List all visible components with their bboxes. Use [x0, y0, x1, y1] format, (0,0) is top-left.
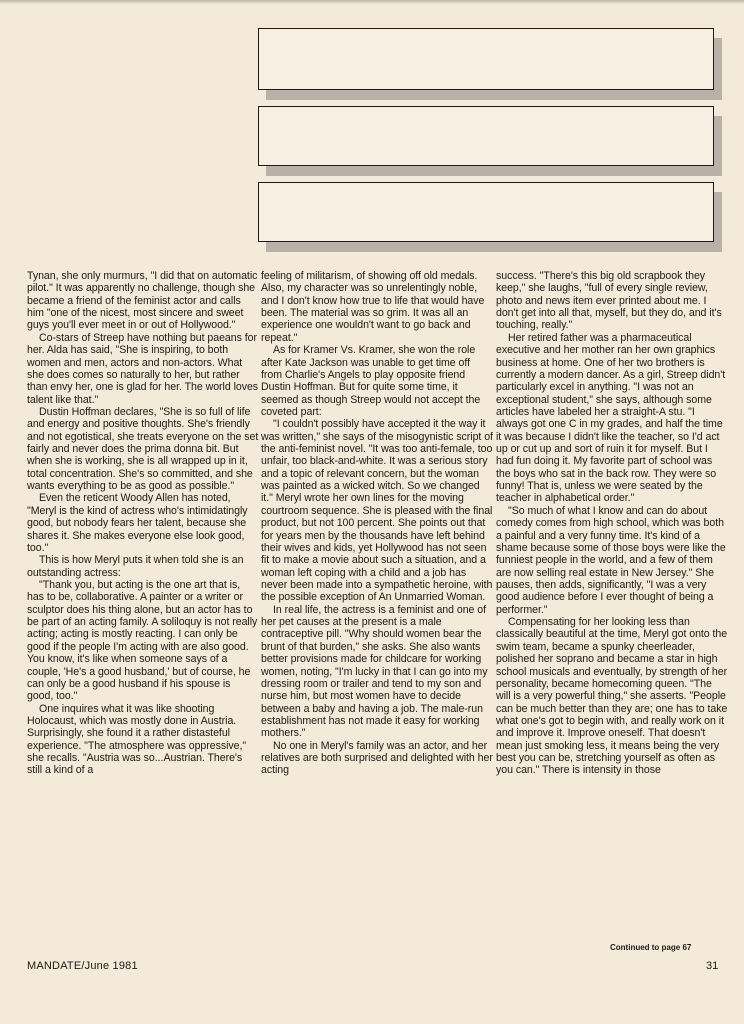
- paragraph: "I couldn't possibly have accepted it the way it was written," she says of the misogynistic script of the anti-feminist novel. "It was too anti-female, too unfair, too black-and-white. It was a serious story and a topic of relevant concern, but the woman was painted as a wicked witch. So we changed it." Meryl wrote her own lines for the moving courtroom sequence. She is pleased with the final product, but not 100 percent. She points out that for years men by the thousands have left behind their wives and kids, yet Hollywood has not seen fit to make a movie about such a situation, and a woman left coping with a child and a job has never been made into a sympathetic heroine, with the possible exception of An Unmarried Woman.: [261, 418, 493, 604]
- paragraph: As for Kramer Vs. Kramer, she won the role after Kate Jackson was unable to get time off from Charlie's Angels to play opposite friend Dustin Hoffman. But for quite some time, it seemed as though Streep would not accept the coveted part:: [261, 344, 481, 418]
- page-number: 31: [706, 960, 719, 972]
- article-column-2: [261, 270, 493, 777]
- paragraph: feeling of militarism, of showing off old medals. Also, my character was so unrelentingly noble, and I don't know how true to life that would have been. The material was so grim. It was all an experience one wouldn't want to go back and repeat.": [261, 270, 485, 344]
- paragraph: "So much of what I know and can do about comedy comes from high school, which was both a painful and a very funny time. It's kind of a shame because some of those boys were like the funniest people in the world, and a few of them are now selling real estate in New Jersey." She pauses, then adds, significantly, "I was a very good audience before I ever thought of being a performer.": [496, 504, 726, 616]
- empty-box-3: [258, 182, 714, 242]
- article-column-3: [496, 270, 728, 777]
- paragraph: Co-stars of Streep have nothing but paeans for her. Alda has said, "She is inspiring, to both women and men, actors and non-actors. What she does comes so naturally to her, but rather than envy her, one is glad for her. The world loves talent like that.": [27, 331, 259, 406]
- paragraph: Even the reticent Woody Allen has noted, "Meryl is the kind of actress who's intimidatingly good, but nobody fears her talent, because she shares it. She makes everyone else look good, too.": [27, 492, 248, 554]
- article-column-1: [27, 270, 259, 777]
- paragraph: This is how Meryl puts it when told she is an outstanding actress:: [27, 554, 244, 579]
- paragraph: success. "There's this big old scrapbook they keep," she laughs, "full of every single review, photo and news item ever printed about me. I don't get into all that, myself, but they do, and it's touching, really.": [496, 270, 722, 332]
- pull-quote-boxes: [258, 28, 718, 268]
- paragraph: One inquires what it was like shooting Holocaust, which was mostly done in Austria. Surprisingly, she found it a rather distasteful experience. "The atmosphere was oppressive," she recalls. "Austria was so...Austrian. There's still a kind of a: [27, 702, 247, 777]
- page-top-edge: [0, 0, 744, 4]
- paragraph: In real life, the actress is a feminist and one of her pet causes at the present is a male contraceptive pill. "Why should women bear the brunt of that burden," she asks. She also wants better provisions made for childcare for working women, noting, "I'm lucky in that I can go into my dressing room or trailer and tend to my son and nurse him, but most women have to decide between a baby and having a job. The male-run establishment has not made it easy for working mothers.": [261, 603, 488, 740]
- magazine-footer: MANDATE/June 1981: [27, 960, 138, 972]
- empty-box-2: [258, 106, 714, 166]
- paragraph: Compensating for her looking less than classically beautiful at the time, Meryl got onto the swim team, became a spunky cheerleader, polished her soprano and became a star in high school musicals and eventually, by strength of her personality, became homecoming queen. "The will is a very powerful thing," she asserts. "People can be much better than they are; one has to take what one's got to begin with, and really work on it and improve it. Improve oneself. That doesn't mean just smoking less, it means being the very best you can be, stretching yourself as often as you can." There is intensity in those: [496, 616, 728, 777]
- paragraph: No one in Meryl's family was an actor, and her relatives are both surprised and delighted with her acting: [261, 739, 493, 777]
- paragraph: Her retired father was a pharmaceutical executive and her mother ran her own graphics business at home. One of her two brothers is currently a modern dancer. As a girl, Streep didn't particularly excel in anything. "I was not an exceptional student," she says, although some articles have labeled her a straight-A stu. "I always got one C in my grades, and half the time it was because I didn't like the teacher, so I'd act up or cut up and sort of ruin it for myself. But I had fun doing it. My favorite part of school was the boys who sat in the back row. They were so funny! That is, unless we were seated by the teacher in alphabetical order.": [496, 331, 726, 505]
- paragraph: Tynan, she only murmurs, "I did that on automatic pilot." It was apparently no challenge, though she became a friend of the feminist actor and calls him "one of the nicest, most sincere and sweet guys you'll ever meet in or out of Hollywood.": [27, 270, 258, 332]
- paragraph: "Thank you, but acting is the one art that is, has to be, collaborative. A painter or a writer or sculptor does his thing alone, but an actor has to be part of an acting family. A soliloquy is not really acting; acting is mostly reacting. I can only be good if the people I'm acting with are also good. You know, it's like when someone says of a couple, 'He's a good husband,' but of course, he can only be a good husband if his spouse is good, too.": [27, 578, 258, 703]
- paragraph: Dustin Hoffman declares, "She is so full of life and energy and positive thoughts. She's friendly and not egotistical, she treats everyone on the set fairly and never does the prima donna bit. But when she is working, she is all wrapped up in it, total concentration. She's so committed, and she wants everything to be as good as possible.": [27, 405, 259, 493]
- continued-note: Continued to page 67: [610, 943, 692, 952]
- empty-box-1: [258, 28, 714, 90]
